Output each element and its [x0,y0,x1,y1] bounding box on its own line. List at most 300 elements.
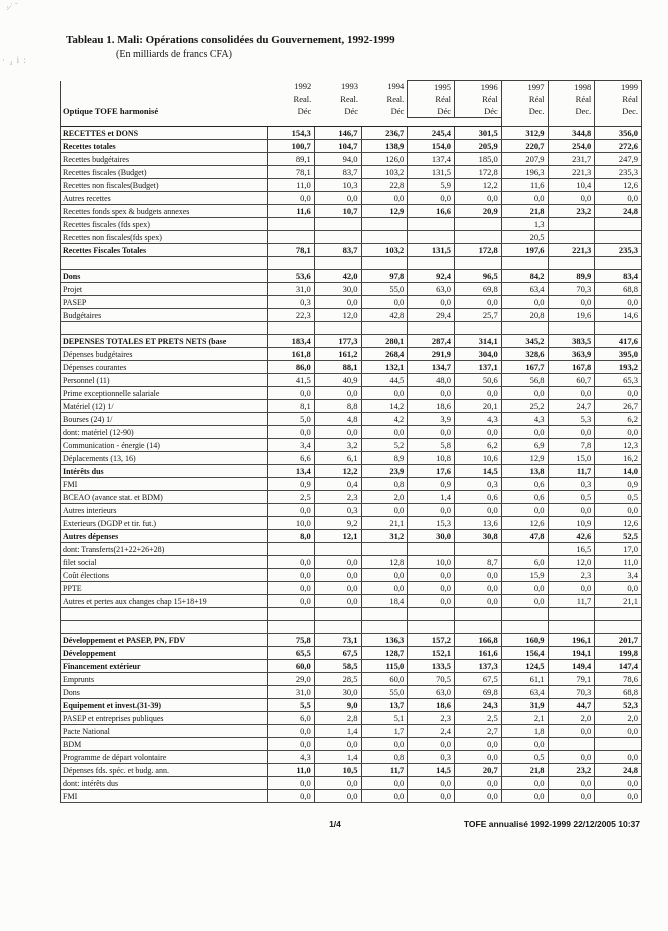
value-cell: 132,1 [361,361,408,374]
value-cell: 22,8 [361,179,408,192]
table-row [61,777,642,790]
value-cell: 16,5 [548,543,595,556]
value-cell: 4,3 [268,751,315,764]
table-row [61,530,642,543]
value-cell: 25,7 [455,309,502,322]
value-cell: 345,2 [501,335,548,348]
value-cell: 79,1 [548,673,595,686]
table-row [61,569,642,582]
table-row [61,517,642,530]
table-row [61,582,642,595]
value-cell: 12,6 [501,517,548,530]
value-cell: 6,6 [268,452,315,465]
dec-label: Déc [344,105,358,116]
value-cell: 0,0 [314,790,361,803]
row-label: Projet [61,283,268,296]
value-cell: 0,0 [361,582,408,595]
table-row [61,595,642,608]
value-cell: 16,6 [408,205,455,218]
table-row [61,673,642,686]
value-cell: 328,6 [501,348,548,361]
value-cell: 0,0 [595,790,642,803]
value-cell: 10,7 [314,205,361,218]
value-cell [268,543,315,556]
value-cell: 17,0 [595,543,642,556]
row-label [61,257,268,270]
value-cell: 172,8 [455,166,502,179]
value-cell [408,543,455,556]
value-cell [268,231,315,244]
value-cell: 131,5 [408,244,455,257]
value-cell [408,257,455,270]
value-cell [268,257,315,270]
value-cell: 395,0 [595,348,642,361]
scan-artifact-top: ·̷˙ ᷄ [6,2,18,12]
real-label: Real. [340,93,358,104]
value-cell [268,322,315,335]
value-cell: 363,9 [548,348,595,361]
value-cell: 301,5 [455,127,502,140]
value-cell [268,621,315,634]
row-label: Dons [61,270,268,283]
table-row [61,205,642,218]
value-cell: 78,6 [595,673,642,686]
value-cell [361,543,408,556]
value-cell: 68,8 [595,283,642,296]
value-cell: 0,0 [268,426,315,439]
value-cell: 63,4 [501,686,548,699]
value-cell: 58,5 [314,660,361,673]
row-label: Autres et pertes aux changes chap 15+18+19 [61,595,268,608]
table-row [61,270,642,283]
value-cell: 12,2 [455,179,502,192]
table-row [61,699,642,712]
value-cell: 0,3 [268,296,315,309]
value-cell: 0,0 [361,426,408,439]
value-cell: 11,0 [268,179,315,192]
value-cell: 134,7 [408,361,455,374]
value-cell: 3,4 [268,439,315,452]
dec-label: Dec. [595,105,642,118]
value-cell: 69,8 [455,283,502,296]
value-cell: 0,0 [314,556,361,569]
value-cell: 10,6 [455,452,502,465]
value-cell: 100,7 [268,140,315,153]
row-label: Recettes fiscales (Budget) [61,166,268,179]
value-cell: 383,5 [548,335,595,348]
value-cell: 20,5 [501,231,548,244]
value-cell: 52,3 [595,699,642,712]
document-title: Tableau 1. Mali: Opérations consolidées du Gouvernement, 1992-1999 [66,34,395,46]
year-header: 1998 [548,81,595,94]
row-label: Dépenses budgétaires [61,348,268,361]
value-cell: 13,6 [455,517,502,530]
value-cell: 8,0 [268,530,315,543]
value-cell [548,322,595,335]
value-cell: 2,8 [314,712,361,725]
value-cell: 5,2 [361,439,408,452]
value-cell: 30,8 [455,530,502,543]
row-label: Dépenses courantes [61,361,268,374]
value-cell: 0,0 [268,192,315,205]
header-row [61,93,642,105]
value-cell [408,218,455,231]
table-row [61,374,642,387]
value-cell: 3,2 [314,439,361,452]
value-cell: 94,0 [314,153,361,166]
value-cell [408,231,455,244]
dec-label: Déc [297,105,312,116]
value-cell: 128,7 [361,647,408,660]
value-cell: 20,9 [455,205,502,218]
row-label: FMI [61,478,268,491]
value-cell: 30,0 [408,530,455,543]
row-label: RECETTES et DONS [61,127,268,140]
row-label: DEPENSES TOTALES ET PRETS NETS (base [61,335,268,348]
value-cell: 96,5 [455,270,502,283]
value-cell: 154,3 [268,127,315,140]
value-cell: 0,3 [314,504,361,517]
value-cell: 344,8 [548,127,595,140]
year-header: 1993 [341,81,358,92]
value-cell: 30,0 [314,283,361,296]
header-spacer-cell [501,118,548,127]
value-cell: 2,0 [361,491,408,504]
value-cell: 115,0 [361,660,408,673]
value-cell: 221,3 [548,244,595,257]
table-row [61,179,642,192]
value-cell: 11,7 [361,764,408,777]
value-cell: 235,3 [595,244,642,257]
value-cell: 29,0 [268,673,315,686]
value-cell: 1,7 [361,725,408,738]
value-cell: 314,1 [455,335,502,348]
value-cell: 5,0 [268,413,315,426]
value-cell: 5,1 [361,712,408,725]
value-cell: 67,5 [455,673,502,686]
value-cell: 207,9 [501,153,548,166]
value-cell: 68,8 [595,686,642,699]
table-row [61,127,642,140]
value-cell: 0,0 [408,426,455,439]
value-cell: 104,7 [314,140,361,153]
table-row [61,413,642,426]
value-cell: 4,8 [314,413,361,426]
value-cell: 0,0 [455,569,502,582]
value-cell: 21,1 [595,595,642,608]
value-cell: 157,2 [408,634,455,647]
value-cell: 21,8 [501,764,548,777]
table-row [61,244,642,257]
value-cell: 50,6 [455,374,502,387]
value-cell: 52,5 [595,530,642,543]
value-cell: 0,0 [361,738,408,751]
value-cell: 12,0 [548,556,595,569]
value-cell: 31,0 [268,686,315,699]
value-cell: 146,7 [314,127,361,140]
value-cell: 78,1 [268,166,315,179]
header-row [61,105,642,118]
row-label: Recettes budgétaires [61,153,268,166]
value-cell: 0,0 [595,582,642,595]
value-cell: 103,2 [361,166,408,179]
value-cell: 8,1 [268,400,315,413]
value-cell [595,608,642,621]
value-cell: 199,8 [595,647,642,660]
value-cell [361,257,408,270]
value-cell: 126,0 [361,153,408,166]
row-label: dont: matériel (12-90) [61,426,268,439]
value-cell: 12,8 [361,556,408,569]
value-cell: 28,5 [314,673,361,686]
year-header: 1999 [595,81,642,94]
value-cell: 0,0 [595,296,642,309]
year-header: 1994 [387,81,405,92]
value-cell: 167,8 [548,361,595,374]
value-cell: 0,0 [548,192,595,205]
value-cell: 42,8 [361,309,408,322]
value-cell: 0,8 [361,478,408,491]
value-cell: 5,8 [408,439,455,452]
value-cell: 67,5 [314,647,361,660]
document-subtitle: (En milliards de francs CFA) [116,49,232,60]
value-cell: 0,0 [314,595,361,608]
value-cell: 0,9 [268,478,315,491]
table-body [61,127,642,803]
value-cell: 0,0 [314,387,361,400]
real-label: Réal [595,93,642,105]
value-cell [268,608,315,621]
value-cell: 15,9 [501,569,548,582]
value-cell: 196,1 [548,634,595,647]
row-label: Equipement et invest.(31-39) [61,699,268,712]
value-cell: 84,2 [501,270,548,283]
value-cell: 268,4 [361,348,408,361]
value-cell [455,543,502,556]
value-cell: 12,2 [314,465,361,478]
value-cell: 16,2 [595,452,642,465]
value-cell: 0,0 [595,387,642,400]
value-cell: 201,7 [595,634,642,647]
value-cell [361,608,408,621]
value-cell: 0,8 [361,751,408,764]
value-cell: 183,4 [268,335,315,348]
value-cell: 0,6 [501,491,548,504]
value-cell: 61,1 [501,673,548,686]
value-cell: 60,0 [361,673,408,686]
value-cell: 161,8 [268,348,315,361]
value-cell: 0,6 [455,491,502,504]
year-header: 1996 [455,81,502,94]
value-cell: 160,9 [501,634,548,647]
value-cell: 221,3 [548,166,595,179]
value-cell: 6,9 [501,439,548,452]
value-cell: 0,0 [548,777,595,790]
value-cell: 0,0 [361,192,408,205]
value-cell: 10,9 [548,517,595,530]
value-cell: 42,6 [548,530,595,543]
value-cell: 5,9 [408,179,455,192]
value-cell: 172,8 [455,244,502,257]
value-cell: 133,5 [408,660,455,673]
row-label: Programme de départ volontaire [61,751,268,764]
table-row [61,309,642,322]
value-cell: 0,0 [595,192,642,205]
real-label: Réal [501,93,548,105]
row-label: dont: intérêts dus [61,777,268,790]
value-cell: 24,7 [548,400,595,413]
table-row [61,504,642,517]
value-cell: 60,7 [548,374,595,387]
value-cell: 12,6 [595,179,642,192]
value-cell: 14,5 [455,465,502,478]
value-cell: 13,8 [501,465,548,478]
value-cell: 0,3 [548,478,595,491]
value-cell: 272,6 [595,140,642,153]
value-cell: 42,0 [314,270,361,283]
value-cell: 2,3 [548,569,595,582]
value-cell: 185,0 [455,153,502,166]
value-cell [314,257,361,270]
value-cell: 11,0 [268,764,315,777]
value-cell [455,621,502,634]
value-cell: 7,8 [548,439,595,452]
table-row [61,439,642,452]
value-cell: 137,1 [455,361,502,374]
value-cell: 291,9 [408,348,455,361]
real-label: Réal [455,93,502,105]
row-label: Autres interieurs [61,504,268,517]
value-cell: 0,0 [361,387,408,400]
value-cell: 6,2 [595,413,642,426]
value-cell: 0,0 [455,777,502,790]
table-row [61,712,642,725]
value-cell: 2,0 [595,712,642,725]
value-cell: 0,0 [548,296,595,309]
value-cell: 0,0 [408,192,455,205]
year-header: 1997 [501,81,548,94]
value-cell: 31,2 [361,530,408,543]
value-cell: 83,7 [314,166,361,179]
value-cell: 103,2 [361,244,408,257]
value-cell [408,322,455,335]
value-cell: 0,0 [455,426,502,439]
real-label: Réal [548,93,595,105]
value-cell: 0,0 [548,751,595,764]
value-cell: 245,4 [408,127,455,140]
corner-cell [61,118,268,127]
value-cell: 0,0 [455,595,502,608]
value-cell: 12,9 [501,452,548,465]
value-cell: 60,0 [268,660,315,673]
value-cell: 48,0 [408,374,455,387]
value-cell: 193,2 [595,361,642,374]
value-cell: 3,9 [408,413,455,426]
value-cell: 12,3 [595,439,642,452]
value-cell: 18,6 [408,400,455,413]
value-cell: 13,7 [361,699,408,712]
value-cell [314,621,361,634]
row-label: Dons [61,686,268,699]
value-cell: 0,6 [501,478,548,491]
value-cell: 0,0 [501,777,548,790]
value-cell [314,231,361,244]
row-label: Recettes Fiscales Totales [61,244,268,257]
value-cell: 236,7 [361,127,408,140]
value-cell: 0,0 [501,738,548,751]
value-cell: 0,5 [501,751,548,764]
row-label: Déplacements (13, 16) [61,452,268,465]
value-cell: 15,3 [408,517,455,530]
table-row [61,660,642,673]
value-cell [455,218,502,231]
value-cell: 10,0 [268,517,315,530]
value-cell: 14,5 [408,764,455,777]
value-cell: 197,6 [501,244,548,257]
value-cell: 11,6 [501,179,548,192]
row-label: Pacte National [61,725,268,738]
value-cell: 0,0 [268,569,315,582]
value-cell: 0,0 [548,387,595,400]
value-cell [455,322,502,335]
value-cell: 6,0 [501,556,548,569]
table-row [61,335,642,348]
value-cell: 0,0 [408,738,455,751]
value-cell [501,257,548,270]
value-cell: 2,5 [455,712,502,725]
value-cell: 0,0 [501,790,548,803]
value-cell: 53,6 [268,270,315,283]
value-cell: 0,0 [408,296,455,309]
value-cell: 0,0 [455,296,502,309]
value-cell: 0,9 [408,478,455,491]
header-row [61,118,642,127]
value-cell: 196,3 [501,166,548,179]
dec-label: Dec. [548,105,595,118]
value-cell: 14,0 [595,465,642,478]
value-cell: 20,1 [455,400,502,413]
value-cell: 97,8 [361,270,408,283]
table-row [61,231,642,244]
header-spacer-cell [314,118,361,127]
value-cell: 4,3 [501,413,548,426]
value-cell: 5,3 [548,413,595,426]
row-label: Communication - énergie (14) [61,439,268,452]
blank-row [61,322,642,335]
value-cell: 55,0 [361,686,408,699]
table-row [61,361,642,374]
value-cell: 40,9 [314,374,361,387]
table-row [61,556,642,569]
real-label: Real. [386,93,405,104]
value-cell: 1,8 [501,725,548,738]
table-row [61,426,642,439]
value-cell: 0,0 [408,582,455,595]
value-cell: 0,3 [455,478,502,491]
value-cell: 6,1 [314,452,361,465]
real-label: Réal [408,93,455,105]
value-cell: 10,0 [408,556,455,569]
value-cell: 11,0 [595,556,642,569]
value-cell: 152,1 [408,647,455,660]
value-cell: 11,7 [548,465,595,478]
year-header: 1992 [294,81,312,92]
table-row [61,296,642,309]
value-cell: 417,6 [595,335,642,348]
value-cell: 15,0 [548,452,595,465]
value-cell: 0,0 [408,569,455,582]
value-cell: 0,5 [595,491,642,504]
